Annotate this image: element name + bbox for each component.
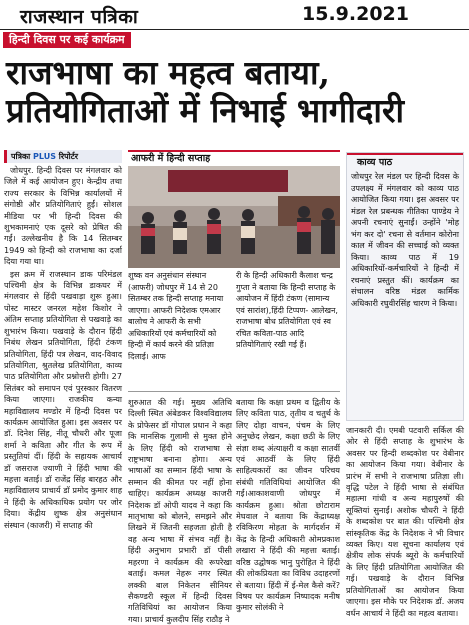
article-paragraph: शुरुआत की गई। मुख्य अतिथि दिल्ली स्थित अंबेडकर विश्वविद्यालय के प्रोफेसर डॉ गोपाल प्रधान ने कहा कि मानसिक गुलामी से मुक्त होने के लिए हिंदी को राजभाषा से राष्ट्रभाषा बनाना होगा। अन्य भाषाओं का सम्मान हिंदी भाषा के सम्मान की कीमत पर नहीं होना चाहिए। कार्यक्रम अध्यक्ष काजरी निदेशक डॉ ओपी यादव ने कहा कि मातृभाषा को बोलने, समझने और लिखने में जितनी सहजता होती है वह अन्य भाषा में संभव नहीं है। हिंदी अनुभाग प्रभारी डॉ पीसी महरणा ने कार्यक्रम की रूपरेखा बताई। कमल नेहरू नगर स्थित लक्की बाल निकेतन सीनियर सैकण्डरी स्कूल में हिन्दी दिवस गतिविधियां का आयोजन किया गया। प्राचार्य कुलदीप सिंह राठौड़ ने	[128, 397, 232, 624]
photo-section-title: आफरी में हिन्दी सप्ताह	[128, 150, 340, 165]
photo-caption-continued: री के हिन्दी अधिकारी कैलाश चन्द्र गुप्ता ने बताया कि हिन्दी सप्ताह के आयोजन में हिंदी टंकण (सामान्य एवं सारांश),हिंदी टिप्पण- आलेखन, राजभाषा बोध प्रतियोगिता एवं स्व रचित कविता-पाठ आदि प्रतियोगिताएं रखी गई हैं।	[236, 271, 338, 349]
side-box-title: काव्य पाठ	[347, 153, 463, 169]
photo-caption: शुष्क वन अनुसंधान संस्थान (आफरी) जोधपुर में 14 से 20 सितम्बर तक हिन्दी सप्ताह मनाया जाएगा। आफरी निदेशक एमआर बालोच ने आफरी के सभी अधिकारियों एवं कर्मचारियों को हिन्दी में कार्य करने की प्रतिज्ञा दिलाई। आफ	[128, 271, 224, 361]
byline-plus: PLUS	[33, 152, 56, 161]
masthead-divider	[0, 29, 469, 30]
event-photo-illustration	[128, 166, 340, 268]
article-column-3	[236, 397, 340, 615]
headline-line-2: प्रतियोगिताओं में निभाई भागीदारी	[6, 91, 405, 130]
side-box-body: जोधपुर रेल मंडल पर हिन्दी दिवस के उपलक्ष्य में मंगलवार को काव्य पाठ आयोजित किया गया। इस अवसर पर मंडल रेल प्रबन्धक गीतिका पाण्डेय ने अपनी रचनाएं सुनाईं। उन्होंने 'मोह भंग कर दो' रचना से वर्तमान कोरोना काल में जीवन की सच्चाई को व्यक्त किया। काव्य पाठ में 19 अधिकारियों-कर्मचारियों ने हिन्दी में रचनाएं प्रस्तुत कीं। कार्यक्रम का संचालन वरिष्ठ मंडल कार्मिक अधिकारी रघुवीरसिंह चारण ने किया।	[351, 171, 459, 308]
article-paragraph: बताया कि कक्षा प्रथम व द्वितीय के लिए कविता पाठ, तृतीय व चतुर्थ के लिए दोहा वाचन, पंचम के लिए अनुच्छेद लेखन, कक्षा छठी के लिए संज्ञा शब्द अंत्याक्षरी व कक्षा सातवीं एवं आठवीं के लिए हिंदी साहित्यकारों का जीवन परिचय संबंधी गतिविधियां आयोजित की गईं।आकाशवाणी जोधपुर में कार्यक्रम हुआ। श्रोता छोटाराम मेघवाल ने बताया कि केंद्राध्यक्ष रविकिरण मोहता के मार्गदर्शन में केंद्र के हिन्दी अधिकारी ओमप्रकाश लखारा ने हिंदी की महत्ता बताई। वरिष्ठ उद्घोषक भानु पुरोहित ने हिंदी की लोकप्रियता का विविध उदाहरणों से बताया। हिंदी में ई-मेल कैसे करें? विषय पर कार्यक्रम निष्पादक मनीष कुमार सोलंकी ने	[236, 397, 340, 613]
byline-prefix: पत्रिका	[11, 152, 31, 161]
caption-divider	[128, 391, 340, 392]
article-paragraph: इस क्रम में राजस्थान डाक परिमंडल पश्चिमी क्षेत्र के विभिन्न डाकघर में मंगलवार से हिंदी पखवाड़ा शुरू हुआ। पोस्ट मास्टर जनरल महेश किशोर ने अंतिम सप्ताह प्रतियोगिता से पखवाड़े का शुभारंभ किया। पखवाड़े के दौरान हिंदी निबंध लेखन प्रतियोगिता, हिंदी टंकण प्रतियोगिता, हिंदी पत्र लेखन, वाद-विवाद प्रतियोगिता, श्रुतलेख प्रतियोगिता, काव्य पाठ प्रतियोगिता और प्रश्नोत्तरी होगी। 27 सितंबर को समापन एवं पुरस्कार वितरण किया जाएगा। राजकीय कन्या महाविद्यालय मण्डोर में हिन्दी दिवस पर कार्यक्रम आयोजित हुआ। इस अवसर पर डॉ. दिनेश सिंह, नीतू चौधरी और पूजा शर्मा ने कविता और गीत के रूप में प्रस्तुतियां दीं। हिंदी के सहायक आचार्य डॉ जसराज ज्याणी ने हिंदी भाषा की महत्ता बताई। डॉ राजेंद्र सिंह बारहठ और महाविद्यालय प्राचार्य डॉ प्रमोद कुमार शाह ने हिंदी के अधिकाधिक प्रयोग पर जोर दिया। केंद्रीय शुष्क क्षेत्र अनुसंधान संस्थान (काजरी) में सप्ताह की	[4, 268, 122, 530]
article-paragraph: जोधपुर. हिन्दी दिवस पर मंगलवार को जिले में कई आयोजन हुए। केन्द्रीय तथा राज्य सरकार के विभिन्न कार्यालयों में संगोष्ठी और प्रतियोगिताएं हुईं। सोशल मीडिया पर भी हिन्दी दिवस की शुभकामनाएं एक दूसरे को प्रेषित की गईं। उल्लेखनीय है कि 14 सितम्बर 1949 को हिन्दी को राजभाषा का दर्जा दिया गया था।	[4, 165, 122, 267]
kicker-label: हिन्दी दिवस पर कई कार्यक्रम	[3, 32, 131, 48]
event-photo	[128, 166, 340, 268]
byline-suffix: रिपोर्टर	[58, 152, 79, 161]
article-paragraph: जानकारी दी। एमबी पटवारी सर्किल की ओर से हिंदी सप्ताह के शुभारंभ के अवसर पर हिन्दी शब्दकोश पर वेबीनार का आयोजन किया गया। वेबीनार के प्रारंभ में सभी ने राजभाषा प्रतिज्ञा ली। वृद्धि पटेल ने हिंदी भाषा से संबंधित महात्मा गांधी व अन्य महापुरुषों की सूक्तियां सुनाईं। अशोक चौधरी ने हिंदी के शब्दकोश पर बात की। पश्चिमी क्षेत्र सांस्कृतिक केंद्र के निदेशक ने भी विचार व्यक्त किए। यश सूचना कार्यालय एवं क्षेत्रीय लोक संपर्क ब्यूरो के कर्मचारियों के लिए हिंदी प्रतियोगिता आयोजित की गई। पखवाड़े के दौरान विभिन्न प्रतियोगिताओं का आयोजन किया जाएगा। इस मौके पर निदेशक डॉ. अजय वर्धन आचार्य ने हिंदी का महत्व बताया।	[346, 425, 464, 618]
headline-line-1: राजभाषा का महत्व बताया,	[6, 53, 330, 92]
masthead	[0, 0, 469, 30]
photo-section-header	[128, 150, 340, 166]
article-column-4	[346, 425, 464, 618]
headline	[6, 54, 466, 130]
side-box	[346, 152, 464, 421]
byline-tag	[4, 150, 122, 163]
byline	[4, 150, 124, 163]
newspaper-name: राजस्थान पत्रिका	[20, 6, 139, 28]
article-column-2	[128, 397, 232, 624]
article-column-1	[4, 165, 122, 615]
issue-date: 15.9.2021	[302, 3, 409, 25]
